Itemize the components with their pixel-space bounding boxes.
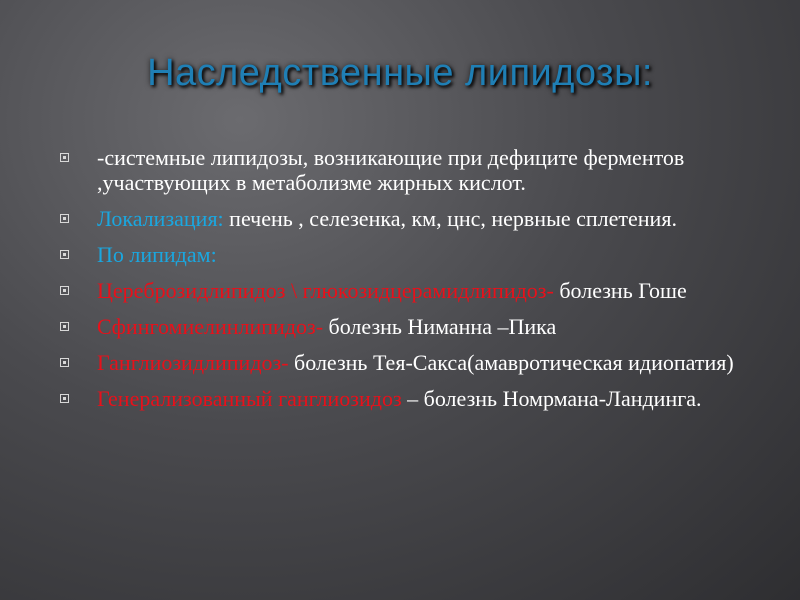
- list-item: [60, 314, 750, 339]
- disease-name: болезнь Ниманна –Пика: [323, 314, 557, 339]
- list-item: [60, 350, 750, 375]
- list-item: [60, 206, 750, 231]
- list-item: [60, 278, 750, 303]
- square-bullet-icon: [60, 286, 69, 295]
- list-item: [60, 145, 750, 195]
- disease-type: Цереброзидлипидоз \ глюкозидцерамидлипидоз-: [97, 278, 554, 303]
- item-text: -системные липидозы, возникающие при дефиците ферментов ,участвующих в метаболизме жирных кислот.: [97, 145, 685, 195]
- item-heading: Локализация:: [97, 206, 224, 231]
- square-bullet-icon: [60, 322, 69, 331]
- square-bullet-icon: [60, 214, 69, 223]
- bullet-list: [60, 145, 750, 422]
- slide-title: Наследственные липидозы:: [147, 52, 653, 94]
- disease-type: Генерализованный ганглиозидоз: [97, 386, 402, 411]
- square-bullet-icon: [60, 394, 69, 403]
- disease-type: Ганглиозидлипидоз-: [97, 350, 289, 375]
- disease-name: – болезнь Номрмана-Ландинга.: [401, 386, 702, 411]
- list-item: [60, 386, 750, 411]
- item-text: печень , селезенка, км, цнс, нервные сплетения.: [223, 206, 677, 231]
- square-bullet-icon: [60, 153, 69, 162]
- list-item: [60, 242, 750, 267]
- item-heading: По липидам:: [97, 242, 217, 267]
- square-bullet-icon: [60, 358, 69, 367]
- square-bullet-icon: [60, 250, 69, 259]
- disease-name: болезнь Гоше: [553, 278, 687, 303]
- disease-type: Сфингомиелинлипидоз-: [97, 314, 324, 339]
- disease-name: болезнь Тея-Сакса(амавротическая идиопатия): [288, 350, 734, 375]
